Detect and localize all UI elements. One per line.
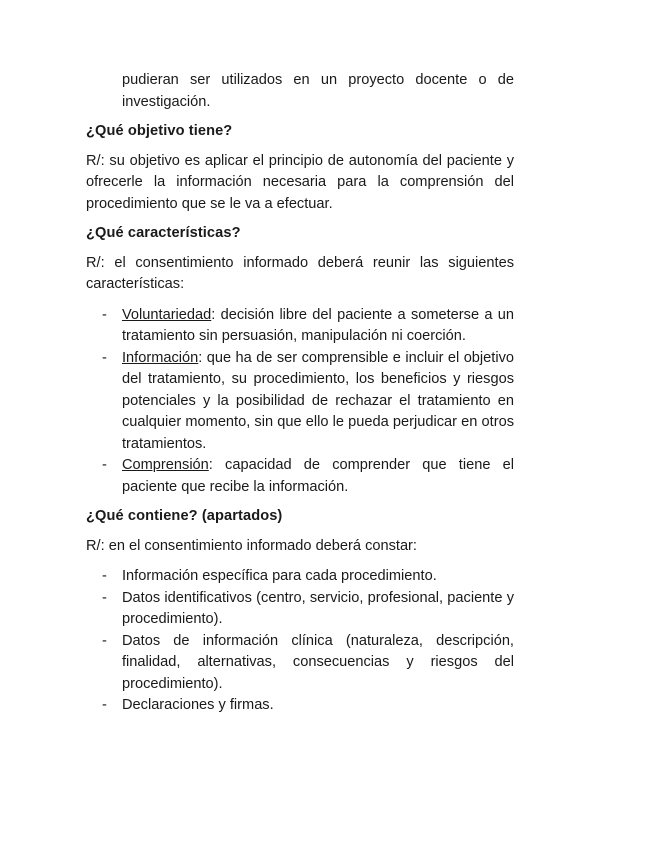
list-item-text: Declaraciones y firmas. xyxy=(122,697,274,713)
list-item-text: Datos de información clínica (naturaleza, descripción, finalidad, alternativas, consecuencias y riesgos del procedimiento). xyxy=(122,632,514,692)
list-item xyxy=(86,348,514,456)
list-item xyxy=(86,588,514,631)
answer-caracteristicas: R/: el consentimiento informado deberá reunir las siguientes características: xyxy=(86,254,514,292)
definition-text: : que ha de ser comprensible e incluir el objetivo del tratamiento, su procedimiento, los beneficios y riesgos potenciales y la posibilidad de rechazar el tratamiento en cualquier momento, sin que ello le pueda perjudicar en otros tratamientos. xyxy=(122,349,514,452)
definition-text: : decisión libre del paciente a someterse a un tratamiento sin persuasión, manipulación ni coerción. xyxy=(122,306,514,344)
contiene-list xyxy=(86,566,514,717)
definition-text: : capacidad de comprender que tiene el paciente que recibe la información. xyxy=(122,457,514,495)
list-item xyxy=(86,455,514,498)
continuation-paragraph: pudieran ser utilizados en un proyecto docente o de investigación. xyxy=(122,72,514,110)
list-item xyxy=(86,305,514,348)
list-item-text: Información específica para cada procedimiento. xyxy=(122,568,437,584)
heading-objetivo: ¿Qué objetivo tiene? xyxy=(86,123,233,139)
dash-bullet: - xyxy=(102,568,107,584)
document-page xyxy=(86,70,514,717)
term-voluntariedad: Voluntariedad xyxy=(122,306,212,323)
dash-bullet: - xyxy=(102,589,107,606)
answer-contiene: R/: en el consentimiento informado deberá constar: xyxy=(86,537,417,554)
list-item xyxy=(86,695,514,717)
heading-contiene: ¿Qué contiene? (apartados) xyxy=(86,508,283,524)
dash-bullet: - xyxy=(102,632,107,649)
heading-caracteristicas: ¿Qué características? xyxy=(86,225,241,241)
dash-bullet: - xyxy=(102,697,107,713)
dash-bullet: - xyxy=(102,457,107,473)
answer-objetivo: R/: su objetivo es aplicar el principio de autonomía del paciente y ofrecerle la información necesaria para la comprensión del procedimiento que se le va a efectuar. xyxy=(86,152,514,212)
term-informacion: Información xyxy=(122,349,199,366)
dash-bullet: - xyxy=(102,349,107,366)
list-item-text: Datos identificativos (centro, servicio, profesional, paciente y procedimiento). xyxy=(122,589,514,627)
dash-bullet: - xyxy=(102,306,107,323)
list-item xyxy=(86,566,514,588)
term-comprension: Comprensión xyxy=(122,457,209,473)
caracteristicas-list xyxy=(86,305,514,499)
list-item xyxy=(86,631,514,696)
